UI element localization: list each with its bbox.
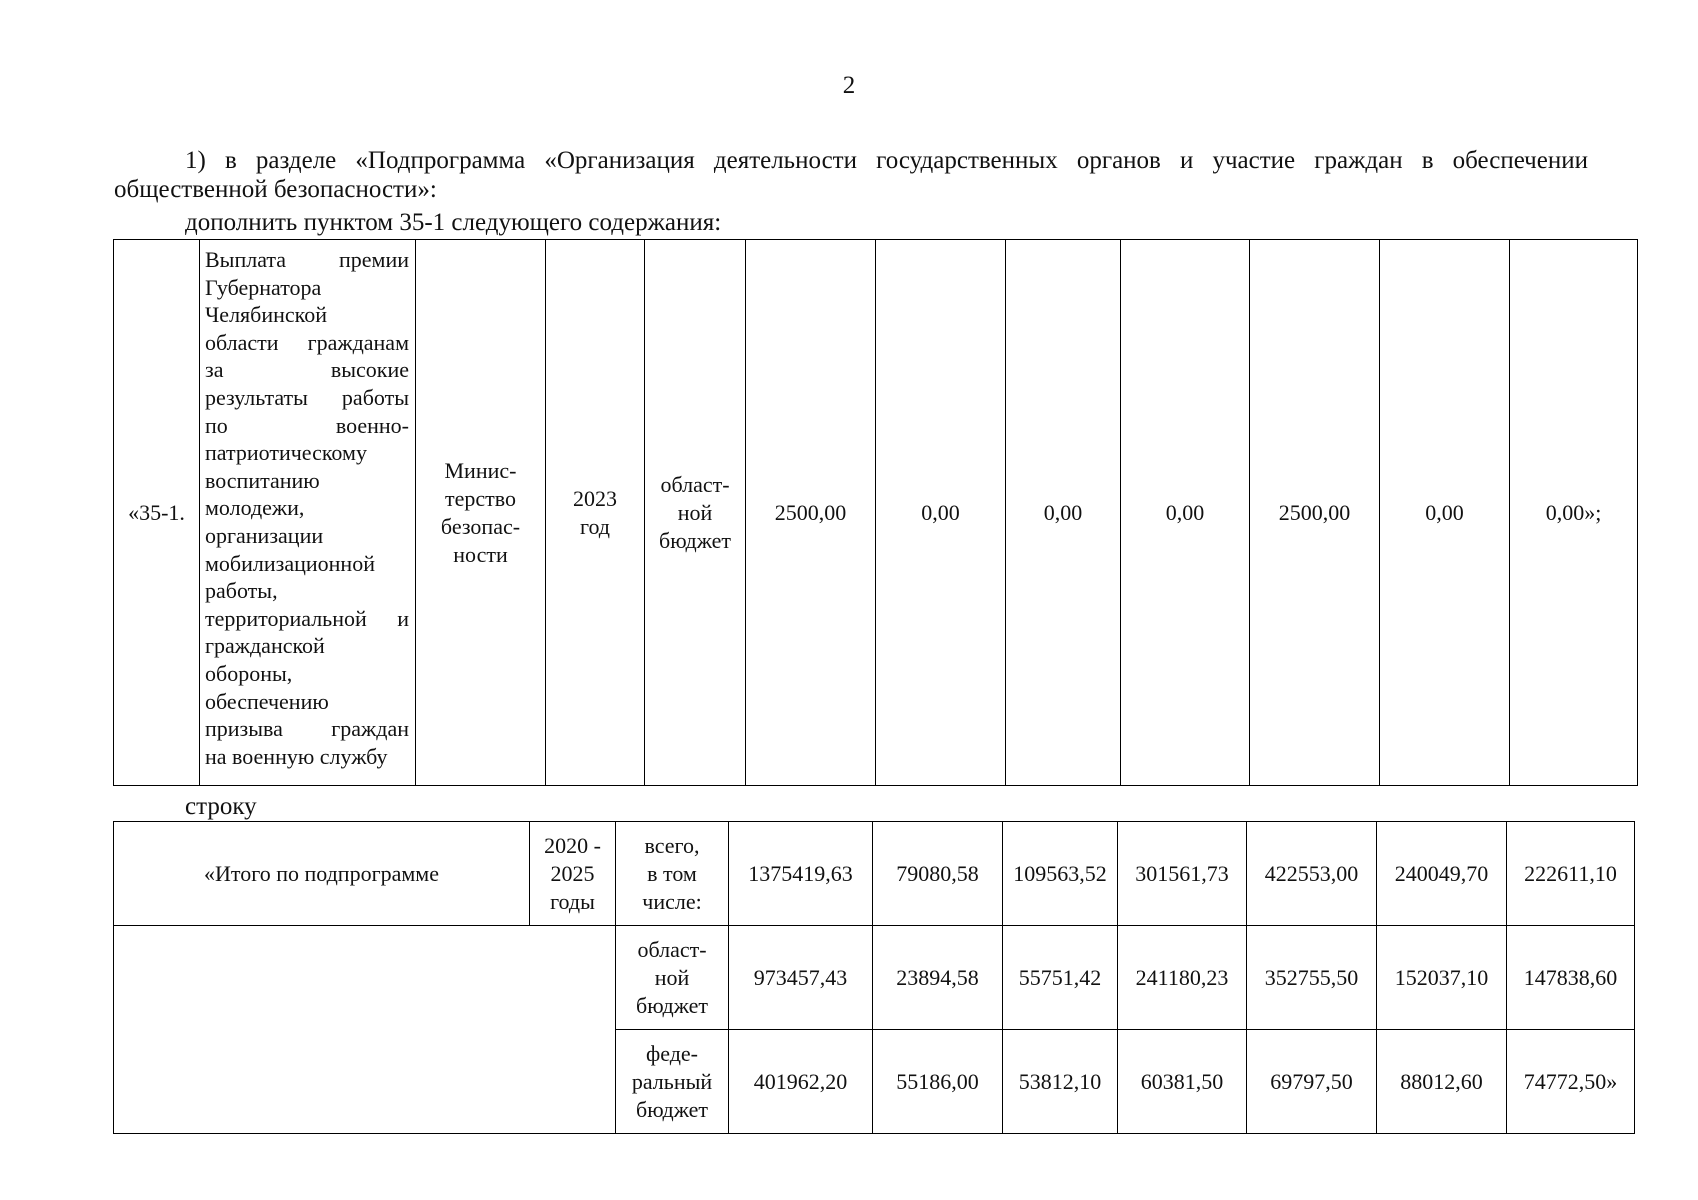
source-line: числе:: [642, 888, 702, 914]
federal-value: 53812,10: [1003, 1030, 1118, 1134]
source-line: област-: [660, 471, 730, 497]
federal-source: [616, 1030, 729, 1134]
federal-value: 69797,50: [1247, 1030, 1377, 1134]
source-line: ной: [654, 964, 690, 990]
period-line: 2025: [550, 860, 595, 886]
period-line: год: [579, 513, 611, 539]
description-line: на военную службу: [205, 743, 388, 769]
federal-value: 55186,00: [873, 1030, 1003, 1134]
total-value: 109563,52: [1003, 822, 1118, 926]
federal-value: 60381,50: [1118, 1030, 1247, 1134]
description-line: Челябинской: [205, 302, 328, 328]
item-value: 2500,00: [746, 240, 876, 786]
item-source: [645, 240, 746, 786]
total-source: [616, 822, 729, 926]
description-line: результаты работы: [205, 384, 409, 410]
source-line: ральный: [631, 1068, 713, 1094]
description-line: обороны,: [205, 660, 293, 686]
executor-line: терство: [445, 485, 516, 511]
period-line: 2023: [573, 485, 617, 511]
executor-line: безопас-: [440, 513, 521, 539]
total-period: [530, 822, 616, 926]
total-label: «Итого по подпрограмме: [114, 822, 530, 926]
source-line: област-: [637, 936, 707, 962]
item-35-1-table: [113, 239, 1638, 786]
federal-value: 401962,20: [729, 1030, 873, 1134]
description-line: Выплата премии: [205, 247, 409, 272]
add-item-instruction: дополнить пунктом 35-1 следующего содержания:: [185, 209, 722, 236]
description-line: гражданской: [205, 633, 325, 659]
regional-value: 147838,60: [1507, 926, 1635, 1030]
description-line: патриотическому: [205, 440, 367, 466]
regional-value: 973457,43: [729, 926, 873, 1030]
empty-cell: [114, 926, 616, 1134]
total-value: 422553,00: [1247, 822, 1377, 926]
total-row: [114, 822, 1635, 926]
item-value: 0,00: [1380, 240, 1510, 786]
description-line: призыва граждан: [205, 716, 409, 742]
source-line: феде-: [645, 1040, 698, 1066]
row-instruction: строку: [185, 793, 257, 820]
item-description: [200, 240, 416, 786]
description-line: по военно-: [205, 412, 409, 438]
description-line: молодежи,: [205, 495, 305, 521]
regional-budget-row: [114, 926, 1635, 1030]
source-line: ной: [677, 499, 713, 525]
source-line: бюджет: [659, 527, 731, 553]
item-value: 0,00: [876, 240, 1006, 786]
description-line: мобилизационной: [205, 550, 375, 576]
federal-value: 74772,50»: [1507, 1030, 1635, 1134]
source-line: всего,: [644, 832, 700, 858]
regional-value: 152037,10: [1377, 926, 1507, 1030]
regional-value: 352755,50: [1247, 926, 1377, 1030]
regional-value: 23894,58: [873, 926, 1003, 1030]
regional-source: [616, 926, 729, 1030]
description-line: за высокие: [205, 357, 409, 383]
item-value: 0,00: [1121, 240, 1250, 786]
regional-value: 241180,23: [1118, 926, 1247, 1030]
period-line: годы: [550, 888, 595, 914]
intro-paragraph: 1) в разделе «Подпрограмма «Организация деятельности государственных органов и участие граждан в обеспечении общественной безопасности»:: [114, 147, 1588, 203]
source-line: бюджет: [636, 992, 708, 1018]
item-number: «35-1.: [114, 240, 200, 786]
description-line: воспитанию: [205, 467, 320, 493]
description-line: обеспечению: [205, 688, 329, 714]
executor-line: ности: [453, 541, 508, 567]
item-executor: [416, 240, 546, 786]
item-period: [546, 240, 645, 786]
item-value: 2500,00: [1250, 240, 1380, 786]
item-value: 0,00: [1006, 240, 1121, 786]
total-value: 240049,70: [1377, 822, 1507, 926]
subprogram-total-table: [113, 821, 1635, 1134]
regional-value: 55751,42: [1003, 926, 1118, 1030]
description-line: области гражданам: [205, 329, 409, 355]
page-number: 2: [842, 72, 856, 99]
total-value: 301561,73: [1118, 822, 1247, 926]
description-line: работы,: [205, 578, 278, 604]
total-value: 222611,10: [1507, 822, 1635, 926]
executor-line: Минис-: [444, 457, 517, 483]
description-line: территориальной и: [205, 605, 409, 631]
item-row: [114, 240, 1638, 786]
source-line: бюджет: [636, 1096, 708, 1122]
description-line: организации: [205, 522, 324, 548]
period-line: 2020 -: [544, 832, 601, 858]
total-value: 1375419,63: [729, 822, 873, 926]
item-value: 0,00»;: [1510, 240, 1638, 786]
federal-value: 88012,60: [1377, 1030, 1507, 1134]
description-line: Губернатора: [205, 274, 322, 300]
total-value: 79080,58: [873, 822, 1003, 926]
source-line: в том: [647, 860, 697, 886]
